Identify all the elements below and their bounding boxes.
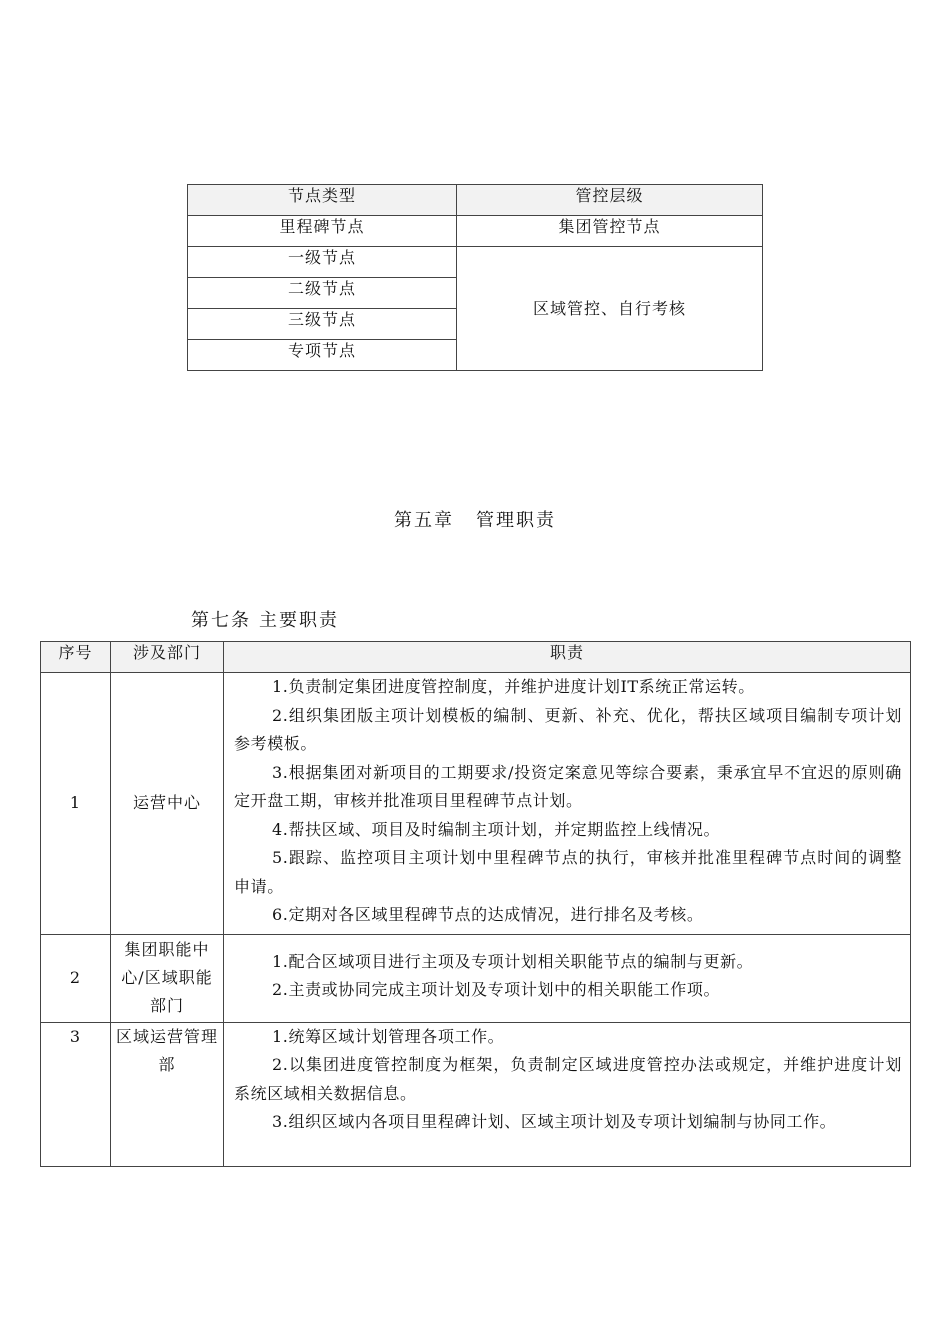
duty-item: 3.根据集团对新项目的工期要求/投资定案意见等综合要素，秉承宜早不宜迟的原则确定开盘工期，审核并批准项目里程碑节点计划。 <box>234 762 902 810</box>
duty-item: 2.主责或协同完成主项计划及专项计划中的相关职能工作项。 <box>272 980 721 999</box>
dept-cell <box>111 934 224 1022</box>
row-number: 3 <box>41 1022 111 1166</box>
duty-item: 2.组织集团版主项计划模板的编制、更新、补充、优化，帮扶区域项目编制专项计划参考模板。 <box>234 705 902 753</box>
chapter-name: 管理职责 <box>476 510 556 531</box>
node-type-cell: 一级节点 <box>188 247 457 278</box>
node-type-cell: 三级节点 <box>188 309 457 340</box>
control-level-cell: 区域管控、自行考核 <box>457 247 763 371</box>
duty-item: 2.以集团进度管控制度为框架，负责制定区域进度管控办法或规定，并维护进度计划系统区域相关数据信息。 <box>234 1055 902 1103</box>
header-node-type: 节点类型 <box>188 185 457 216</box>
duty-item: 1.配合区域项目进行主项及专项计划相关职能节点的编制与更新。 <box>272 951 754 971</box>
table-row <box>41 934 911 1022</box>
row-number: 2 <box>41 934 111 1022</box>
duty-cell <box>224 934 911 1022</box>
node-type-cell: 二级节点 <box>188 278 457 309</box>
table-header-row <box>188 185 763 216</box>
duty-item: 6.定期对各区域里程碑节点的达成情况，进行排名及考核。 <box>272 905 704 924</box>
node-type-cell: 专项节点 <box>188 340 457 371</box>
row-number: 1 <box>41 673 111 935</box>
table-row <box>41 1022 911 1166</box>
node-level-table <box>187 184 763 371</box>
article-number: 第七条 <box>191 610 251 631</box>
responsibility-table <box>40 641 911 1167</box>
dept-cell <box>111 1022 224 1166</box>
article-name: 主要职责 <box>259 610 339 631</box>
header-dept: 涉及部门 <box>111 642 224 673</box>
duty-cell <box>224 673 911 935</box>
duty-item: 1.负责制定集团进度管控制度，并维护进度计划IT系统正常运转。 <box>272 677 755 696</box>
node-type-cell: 里程碑节点 <box>188 216 457 247</box>
table-row <box>188 247 763 278</box>
duty-item: 3.组织区域内各项目里程碑计划、区域主项计划及专项计划编制与协同工作。 <box>272 1112 837 1131</box>
header-control-level: 管控层级 <box>457 185 763 216</box>
chapter-number: 第五章 <box>394 510 454 531</box>
header-seq: 序号 <box>41 642 111 673</box>
dept-cell <box>111 673 224 935</box>
control-level-cell: 集团管控节点 <box>457 216 763 247</box>
table-row <box>41 673 911 935</box>
duty-item: 1.统筹区域计划管理各项工作。 <box>272 1026 505 1046</box>
dept-name: 运营中心 <box>132 793 201 813</box>
duty-item: 4.帮扶区域、项目及时编制主项计划，并定期监控上线情况。 <box>272 819 721 839</box>
dept-name: 区域运营管理部 <box>115 1026 218 1074</box>
header-duty: 职责 <box>224 642 911 673</box>
duty-cell <box>224 1022 911 1166</box>
chapter-title <box>0 506 950 532</box>
dept-name: 集团职能中心/区域职能部门 <box>121 940 213 1015</box>
duty-item: 5.跟踪、监控项目主项计划中里程碑节点的执行，审核并批准里程碑节点时间的调整申请。 <box>234 848 902 896</box>
table-row <box>188 216 763 247</box>
table-header-row <box>41 642 911 673</box>
article-title <box>191 606 339 632</box>
